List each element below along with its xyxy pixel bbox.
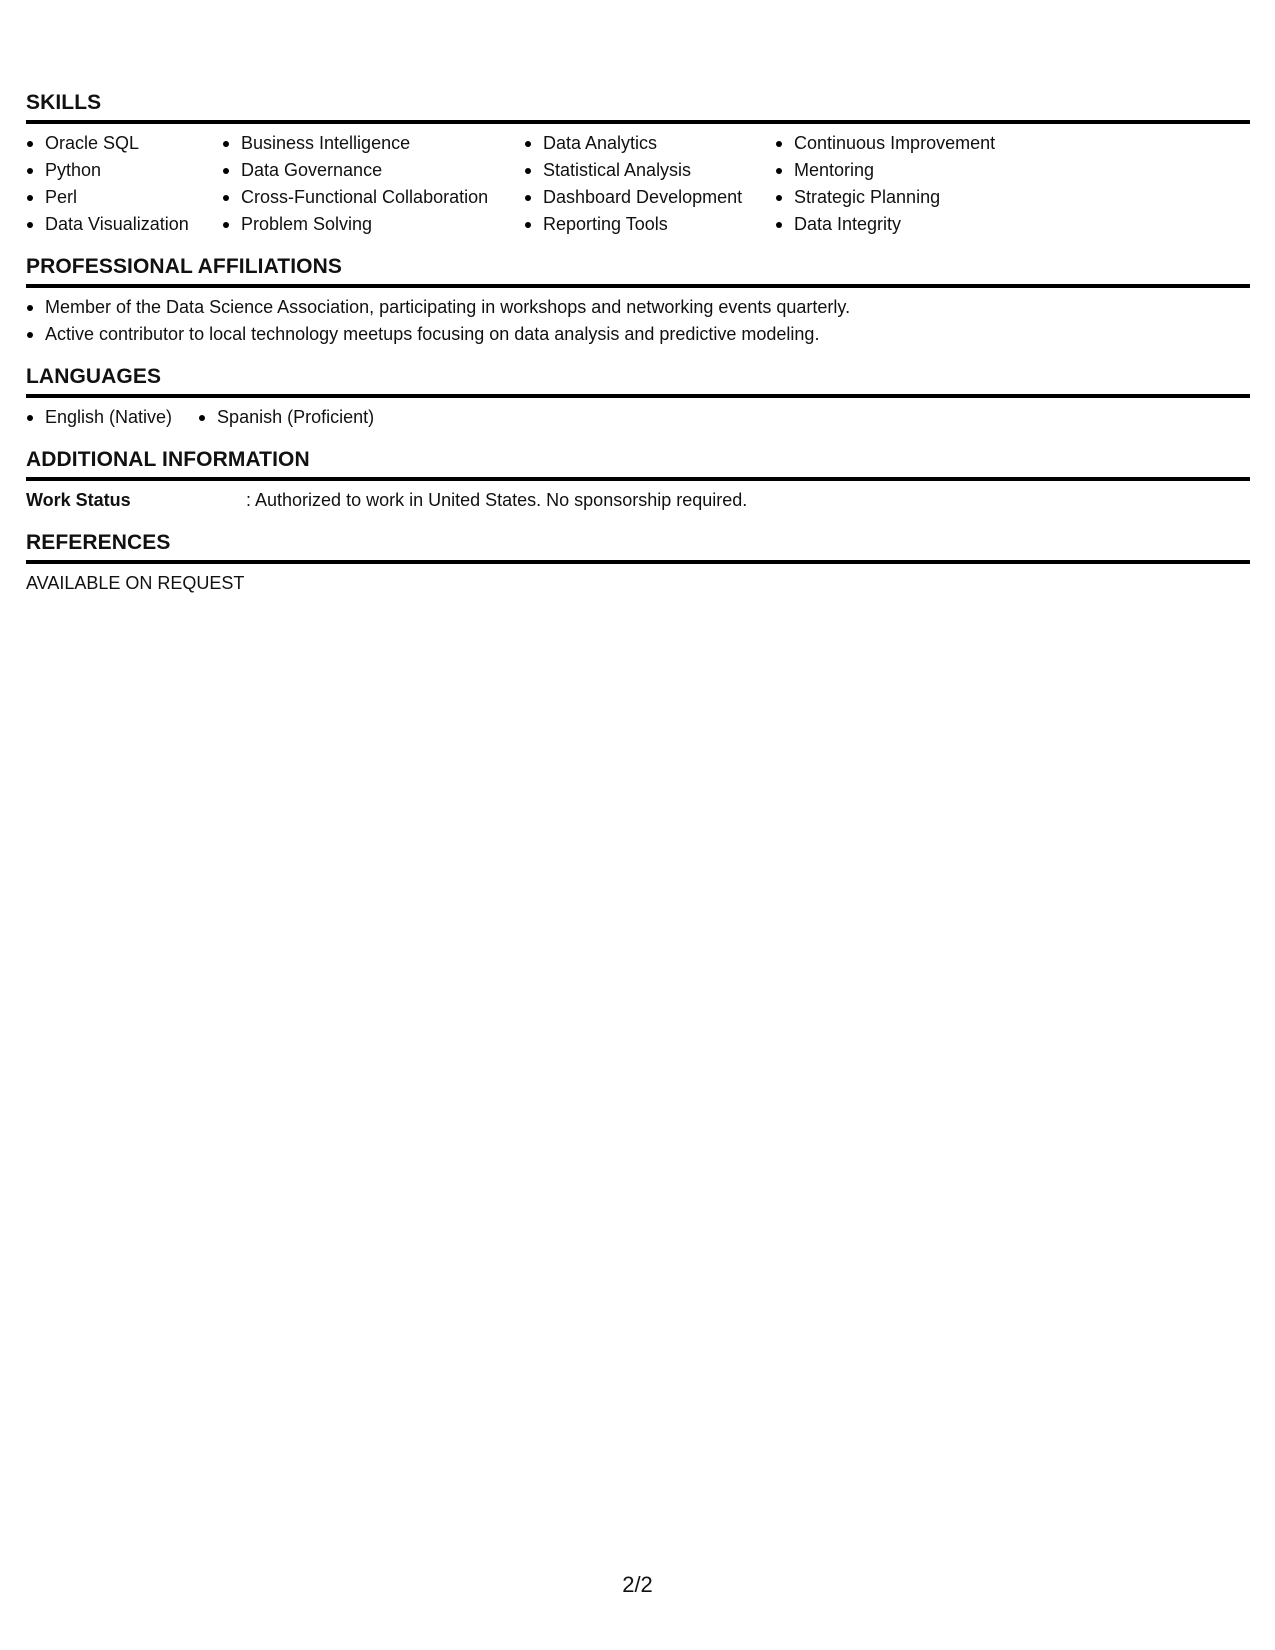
skill-item: Problem Solving (222, 211, 504, 238)
skill-item: Business Intelligence (222, 130, 504, 157)
skill-item: Data Governance (222, 157, 504, 184)
work-status-label: Work Status (26, 490, 131, 510)
affiliation-item: Active contributor to local technology meetups focusing on data analysis and predictive modeling. (26, 321, 1250, 348)
references-section (26, 530, 1250, 597)
section-title-languages: LANGUAGES (26, 364, 1250, 398)
skill-item: Reporting Tools (524, 211, 755, 238)
skill-item: Python (26, 157, 202, 184)
language-item: Spanish (Proficient) (198, 404, 374, 431)
skill-item: Oracle SQL (26, 130, 202, 157)
resume-page (26, 90, 1250, 613)
skill-item: Continuous Improvement (775, 130, 995, 157)
affiliations-section (26, 254, 1250, 348)
languages-list (26, 404, 1250, 431)
languages-section (26, 364, 1250, 431)
section-title-skills: SKILLS (26, 90, 1250, 124)
language-item: English (Native) (26, 404, 172, 431)
skills-column-2 (222, 130, 504, 238)
affiliations-list (26, 294, 1250, 348)
skill-item: Data Integrity (775, 211, 995, 238)
affiliation-item: Member of the Data Science Association, participating in workshops and networking events quarterly. (26, 294, 1250, 321)
section-title-references: REFERENCES (26, 530, 1250, 564)
work-status-row (26, 487, 1250, 514)
skill-item: Strategic Planning (775, 184, 995, 211)
skill-item: Mentoring (775, 157, 995, 184)
skill-item: Data Visualization (26, 211, 202, 238)
skill-item: Cross-Functional Collaboration (222, 184, 504, 211)
section-title-affiliations: PROFESSIONAL AFFILIATIONS (26, 254, 1250, 288)
section-title-additional-information: ADDITIONAL INFORMATION (26, 447, 1250, 481)
skills-grid (26, 130, 1250, 238)
skills-column-3 (524, 130, 755, 238)
skill-item: Perl (26, 184, 202, 211)
additional-information-section (26, 447, 1250, 514)
work-status-value: : Authorized to work in United States. No sponsorship required. (246, 490, 748, 510)
skills-column-4 (775, 130, 995, 238)
page-number: 2/2 (622, 1572, 653, 1597)
skill-item: Statistical Analysis (524, 157, 755, 184)
references-text: AVAILABLE ON REQUEST (26, 573, 245, 593)
skills-column-1 (26, 130, 202, 238)
skill-item: Dashboard Development (524, 184, 755, 211)
skill-item: Data Analytics (524, 130, 755, 157)
skills-section (26, 90, 1250, 238)
